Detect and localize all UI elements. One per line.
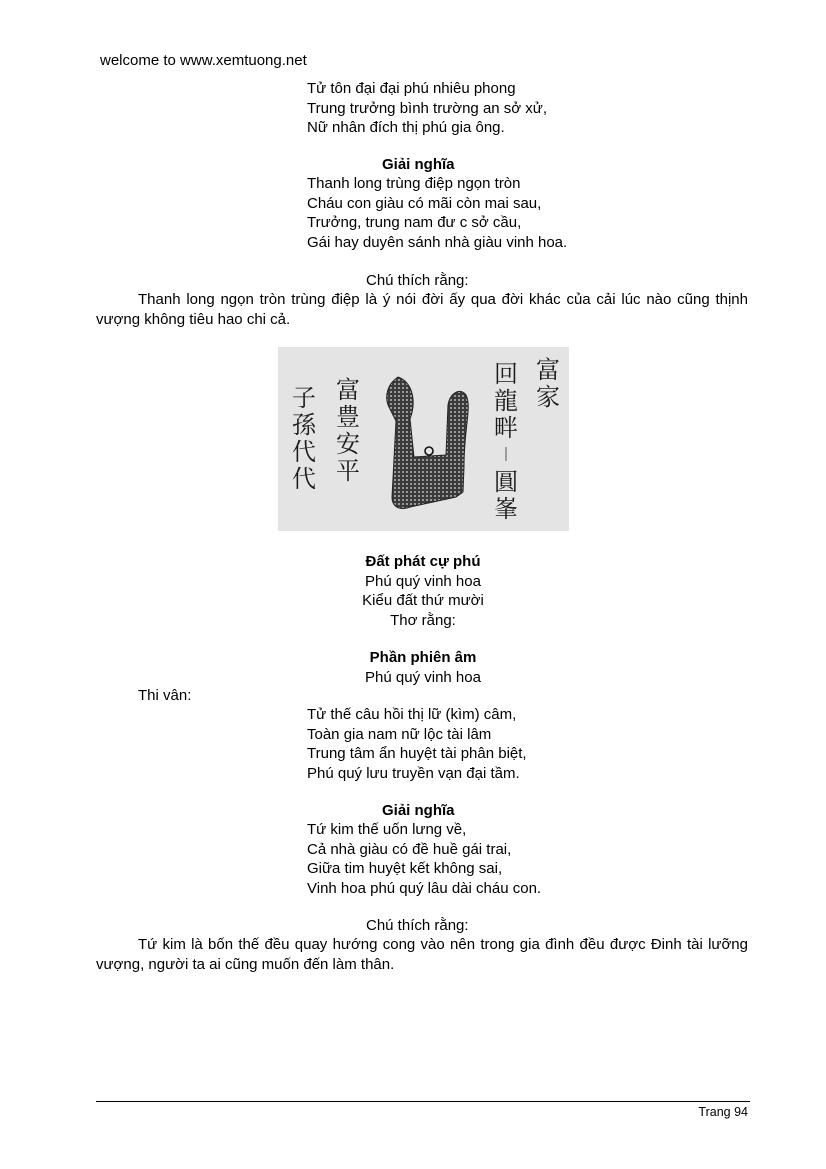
- thi-van-label: Thi vân:: [138, 687, 192, 704]
- poem-line: Trung tâm ẩn huyệt tài phân biệt,: [307, 745, 527, 762]
- section2-giai-nghia-heading: Giải nghĩa: [382, 802, 455, 819]
- section1-note-heading: Chú thích rằng:: [366, 272, 469, 289]
- mountain-shape-icon: [278, 347, 569, 531]
- section1-lines: [307, 174, 567, 252]
- verse-line: Cả nhà giàu có đề huề gái trai,: [307, 840, 512, 858]
- verse-line: Vinh hoa phú quý lâu dài cháu con.: [307, 879, 542, 897]
- phien-am-block: [248, 648, 598, 687]
- section2-subtitle: Phú quý vinh hoa: [365, 572, 481, 590]
- figure-text-col5: 子 孫 代 代: [292, 384, 316, 493]
- verse-line: Cháu con giàu có mãi còn mai sau,: [307, 194, 542, 212]
- figure-text-col4: 富 豊 安 平: [336, 376, 360, 485]
- feng-shui-figure: [278, 347, 569, 531]
- poem-line: Phú quý lưu truyền vạn đại tầm.: [307, 764, 520, 782]
- section2-note-text: Tứ kim là bốn thế đều quay hướng cong vào nên trong gia đình đều được Đinh tài lưỡng vượng, người ta ai cũng muốn đến làm thân.: [96, 936, 748, 973]
- poem-line: Nữ nhân đích thị phú gia ông.: [307, 119, 505, 136]
- section2-kieu: Kiểu đất thứ mười: [362, 592, 484, 609]
- poem-line: Tử tôn đại đại phú nhiêu phong: [307, 80, 516, 97]
- section2-title-block: [248, 552, 598, 630]
- verse-line: Thanh long trùng điệp ngọn tròn: [307, 175, 521, 192]
- verse-line: Tứ kim thế uốn lưng về,: [307, 821, 467, 838]
- poem-line: Tử thế câu hồi thị lữ (kìm) câm,: [307, 706, 517, 723]
- verse-line: Gái hay duyên sánh nhà giàu vinh hoa.: [307, 233, 568, 251]
- section2-note-heading: Chú thích rằng:: [366, 917, 469, 934]
- figure-text-col1: 富 家: [536, 356, 560, 411]
- poem-line: Toàn gia nam nữ lộc tài lâm: [307, 725, 492, 743]
- site-header: welcome to www.xemtuong.net: [100, 52, 307, 69]
- figure-text-col2: 回 龍 畔: [494, 360, 518, 442]
- page-number: Trang 94: [698, 1105, 748, 1119]
- verse-line: Trưởng, trung nam đư c sở cầu,: [307, 214, 522, 231]
- section1-heading: Giải nghĩa: [382, 156, 455, 173]
- section2-poem: [307, 705, 527, 783]
- section2-tho: Thơ rằng:: [390, 611, 456, 629]
- poem-top: [307, 79, 547, 138]
- phien-am-subtitle: Phú quý vinh hoa: [365, 668, 481, 686]
- phien-am-heading: Phần phiên âm: [369, 649, 477, 666]
- section2-title: Đất phát cự phú: [365, 553, 481, 570]
- figure-text-col3: 圓 峯: [494, 468, 518, 523]
- section2-giai-nghia: [307, 820, 541, 898]
- poem-line: Trung trưởng bình trường an sở xử,: [307, 99, 548, 117]
- verse-line: Giữa tim huyệt kết không sai,: [307, 860, 503, 877]
- section1-note-text: Thanh long ngọn tròn trùng điệp là ý nói đời ấy qua đời khác của cải lúc nào cũng thịnh vượng không tiêu hao chi cả.: [96, 291, 748, 328]
- footer-divider: [96, 1101, 750, 1102]
